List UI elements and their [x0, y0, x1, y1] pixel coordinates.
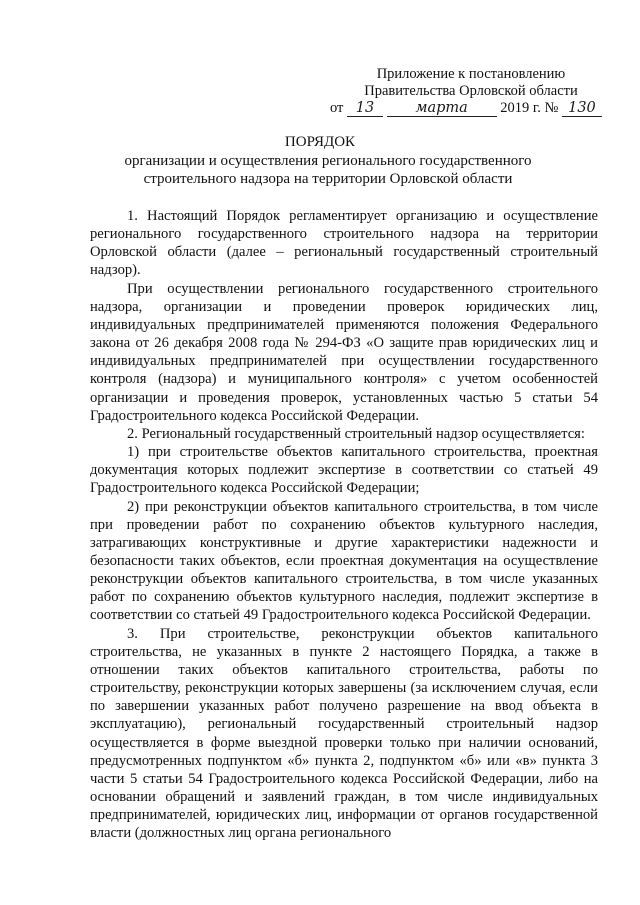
- paragraph: 2. Региональный государственный строительный надзор осуществляется:: [127, 425, 585, 442]
- paragraph: 3. При строительстве, реконструкции объектов капитального строительства, не указанных в пункте 2 настоящего Порядка, а также в отношении таких объектов капитального строительства, работы по строительству, реконструкции которых завершены (за исключением случая, если по завершении указанных работ получено разрешение на ввод объекта в эксплуатацию), региональный государственный строительный надзор осуществляется в форме выездной проверки только при наличии оснований, предусмотренных подпунктом «б» пункта 2, подпунктом «б» или «в» пункта 3 части 5 статьи 54 Градостроительного кодекса Российской Федерации, либо на основании обращений и заявлений граждан, в том числе индивидуальных предпринимателей, юридических лиц, информации от органов государственной власти (должностных лиц органа регионального: [90, 625, 598, 842]
- appendix-header: [330, 66, 596, 117]
- paragraph: 2) при реконструкции объектов капитального строительства, в том числе при проведении работ по сохранению объектов культурного наследия, затрагивающих конструктивные и другие характеристики надежности и безопасности таких объектов, если проектная документация на осуществление реконструкции объектов капитального строительства, в том числе указанных работ по сохранению объектов культурного наследия, подлежит экспертизе в соответствии со статьей 49 Градостроительного кодекса Российской Федерации.: [90, 498, 598, 624]
- date-day-handwritten: 13: [347, 101, 383, 117]
- document-title: ПОРЯДОК: [284, 134, 356, 150]
- document-number-handwritten: 130: [562, 101, 602, 117]
- document-body: [90, 207, 598, 842]
- date-prefix: от: [330, 100, 344, 116]
- date-month-handwritten: марта: [387, 101, 497, 117]
- appendix-line-1: Приложение к постановлению: [376, 66, 566, 82]
- paragraph: 1. Настоящий Порядок регламентирует организацию и осуществление регионального государственного строительного надзора на территории Орловской области (далее – региональный государственный строительный надзор).: [90, 208, 598, 279]
- paragraph: При осуществлении регионального государственного строительного надзора, организации и проведении проверок юридических лиц, индивидуальных предпринимателей применяются положения Федерального закона от 26 декабря 2008 года № 294-ФЗ «О защите прав юридических лиц и индивидуальных предпринимателей при осуществлении государственного контроля (надзора) и муниципального контроля» с учетом особенностей организации и проведения проверок, установленных частью 5 статьи 54 Градостроительного кодекса Российской Федерации.: [90, 280, 598, 424]
- paragraph: 1) при строительстве объектов капитального строительства, проектная документация которых подлежит экспертизе в соответствии со статьей 49 Градостроительного кодекса Российской Федерации;: [90, 444, 598, 497]
- appendix-line-2: Правительства Орловской области: [364, 83, 578, 99]
- document-subtitle: организации и осуществления регионального государственного строительного надзора на территории Орловской области: [124, 153, 532, 187]
- date-line: [330, 100, 596, 117]
- date-year: 2019 г. №: [500, 100, 559, 116]
